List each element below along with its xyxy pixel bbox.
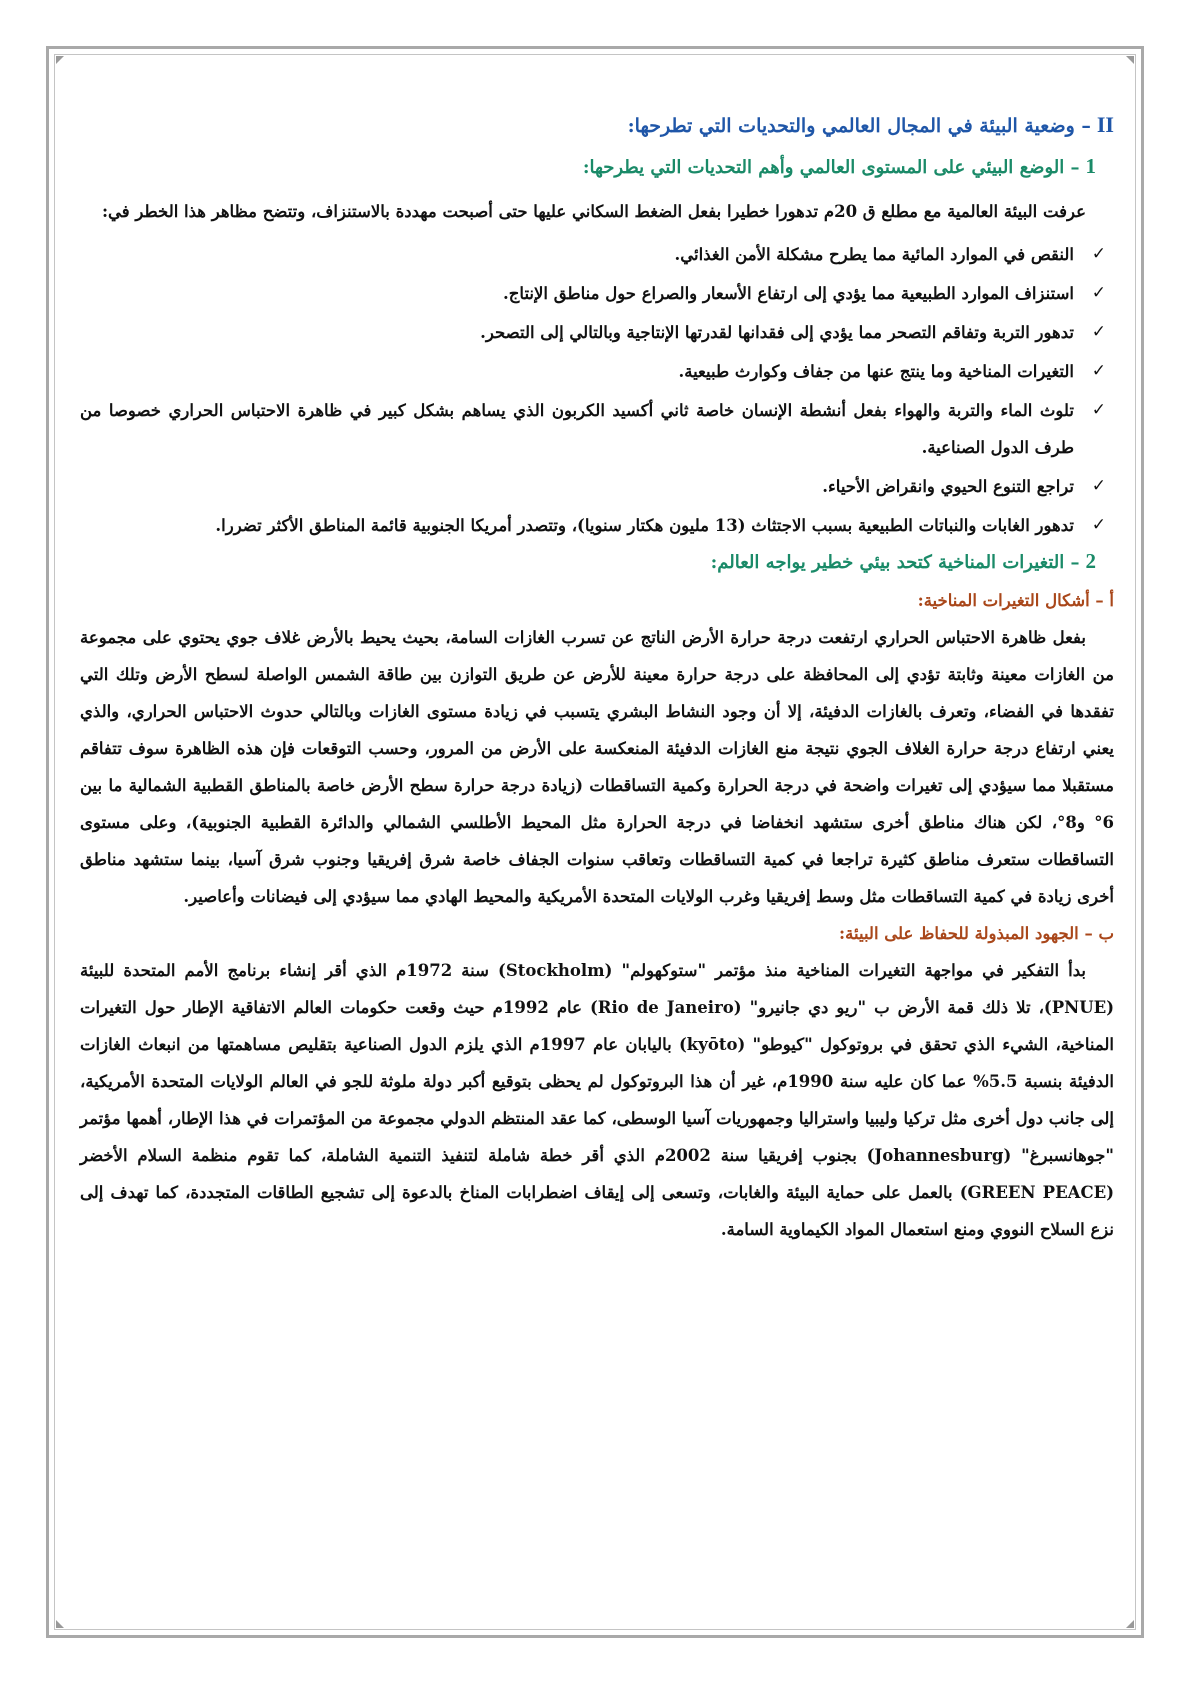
list-item-text: تدهور التربة وتفاقم التصحر مما يؤدي إلى فقدانها لقدرتها الإنتاجية وبالتالي إلى التصحر. (480, 323, 1074, 342)
subheading-b: ب – الجهود المبذولة للحفاظ على البيئة: (839, 924, 1114, 943)
list-item-text: استنزاف الموارد الطبيعية مما يؤدي إلى ارتفاع الأسعار والصراع حول مناطق الإنتاج. (503, 284, 1074, 303)
section-number: II (1096, 112, 1114, 137)
list-item (80, 468, 1114, 505)
subheading-1-text: – الوضع البيئي على المستوى العالمي وأهم التحديات التي يطرحها: (582, 157, 1080, 178)
document-body (80, 112, 1114, 1254)
corner-ornament-top-right (1126, 56, 1134, 64)
subheading-1 (80, 153, 1096, 181)
threat-list (80, 236, 1114, 544)
corner-ornament-bottom-left (56, 1620, 64, 1628)
paragraph-climate-forms: بفعل ظاهرة الاحتباس الحراري ارتفعت درجة حرارة الأرض الناتج عن تسرب الغازات السامة، بحيث يحيط بالأرض غلاف جوي يحتوي على مجموعة من الغازات معينة وثابتة تؤدي إلى المحافظة على درجة حرارة معينة للأرض عن طريق التوازن بين طاقة الشمس الواصلة لسطح الأرض وتلك التي تفقدها في الفضاء، وتعرف بالغازات الدفيئة، إلا أن وجود النشاط البشري يتسبب في زيادة مستوى الغازات وبالتالي حدوث الاحتباس الحراري، والذي يعني ارتفاع درجة حرارة الغلاف الجوي نتيجة منع الغازات الدفيئة المنعكسة على الأرض من المرور، وحسب التوقعات فإن هذه الظاهرة سوف تتفاقم مستقبلا مما سيؤدي إلى تغيرات واضحة في درجة الحرارة وكمية التساقطات (زيادة درجة حرارة سطح الأرض خاصة بالمناطق القطبية الشمالية ما بين 6° و8°، لكن هناك مناطق أخرى ستشهد انخفاضا في درجة الحرارة مثل المحيط الأطلسي الشمالي والدائرة القطبية الجنوبية)، وعلى مستوى التساقطات ستعرف مناطق كثيرة تراجعا في كمية التساقطات وتعاقب سنوات الجفاف خاصة شرق إفريقيا وجنوب شرق آسيا، بينما ستشهد مناطق أخرى زيادة في كمية التساقطات مثل وسط إفريقيا وغرب الولايات المتحدة الأمريكية والمحيط الهادي مما سيؤدي إلى فيضانات وأعاصير. (80, 628, 1114, 906)
checkmark-icon: ✓ (1091, 322, 1106, 342)
subheading-2 (80, 548, 1096, 576)
checkmark-icon: ✓ (1091, 476, 1106, 496)
section-heading-text: – وضعية البيئة في المجال العالمي والتحديات التي تطرحها: (627, 115, 1091, 137)
subheading-2-text: – التغيرات المناخية كتحد بيئي خطير يواجه العالم: (710, 552, 1080, 573)
list-item (80, 275, 1114, 312)
section-heading (80, 112, 1114, 139)
list-item-text: تلوث الماء والتربة والهواء بفعل أنشطة الإنسان خاصة ثاني أكسيد الكربون الذي يساهم بشكل كبير في ظاهرة الاحتباس الحراري خصوصا من طرف الدول الصناعية. (80, 401, 1074, 457)
list-item (80, 353, 1114, 390)
list-item (80, 507, 1114, 544)
list-item-text: تراجع التنوع الحيوي وانقراض الأحياء. (822, 477, 1074, 496)
subheading-2-number: 2 (1085, 549, 1096, 573)
list-item-text: التغيرات المناخية وما ينتج عنها من جفاف وكوارث طبيعية. (678, 362, 1074, 381)
checkmark-icon: ✓ (1091, 361, 1106, 381)
intro-paragraph: عرفت البيئة العالمية مع مطلع ق 20م تدهورا خطيرا بفعل الضغط السكاني عليها حتى أصبحت مهددة بالاستنزاف، وتتضح مظاهر هذا الخطر في: (101, 202, 1086, 221)
checkmark-icon: ✓ (1091, 283, 1106, 303)
checkmark-icon: ✓ (1091, 244, 1106, 264)
corner-ornament-bottom-right (1126, 1620, 1134, 1628)
list-item (80, 392, 1114, 466)
list-item (80, 314, 1114, 351)
subheading-a: أ – أشكال التغيرات المناخية: (917, 591, 1114, 610)
corner-ornament-top-left (56, 56, 64, 64)
list-item (80, 236, 1114, 273)
list-item-text: النقص في الموارد المائية مما يطرح مشكلة الأمن الغذائي. (674, 245, 1074, 264)
list-item-text: تدهور الغابات والنباتات الطبيعية بسبب الاجتثاث (13 مليون هكتار سنويا)، وتتصدر أمريكا الجنوبية قائمة المناطق الأكثر تضررا. (215, 516, 1074, 535)
checkmark-icon: ✓ (1091, 400, 1106, 420)
checkmark-icon: ✓ (1091, 515, 1106, 535)
paragraph-environment-efforts: بدأ التفكير في مواجهة التغيرات المناخية منذ مؤتمر "ستوكهولم" (Stockholm) سنة 1972م الذي أقر إنشاء برنامج الأمم المتحدة للبيئة (PNUE)، تلا ذلك قمة الأرض ب "ريو دي جانيرو" (Rio de Janeiro) عام 1992م حيث وقعت حكومات العالم الاتفاقية الإطار حول التغيرات المناخية، الشيء الذي تحقق في بروتوكول "كيوطو" (kyōto) باليابان عام 1997م الذي يلزم الدول الصناعية بتقليص مساهمتها من انبعاث الغازات الدفيئة بنسبة 5.5% عما كان عليه سنة 1990م، غير أن هذا البروتوكول لم يحظى بتوقيع أكبر دولة ملوثة للجو في العالم الولايات المتحدة الأمريكية، إلى جانب دول أخرى مثل تركيا وليبيا واستراليا وجمهوريات آسيا الوسطى، كما عقد المنتظم الدولي مجموعة من المؤتمرات في هذا الإطار، أهمها مؤتمر "جوهانسبرغ" (Johannesburg) بجنوب إفريقيا سنة 2002م الذي أقر خطة شاملة لتنفيذ التنمية الشاملة، كما تقوم منظمة السلام الأخضر (GREEN PEACE) بالعمل على حماية البيئة والغابات، وتسعى إلى إيقاف اضطرابات المناخ بالدعوة إلى تشجيع الطاقات المتجددة، كما تهدف إلى نزع السلاح النووي ومنع استعمال المواد الكيماوية السامة. (80, 961, 1115, 1239)
subheading-1-number: 1 (1085, 154, 1096, 178)
